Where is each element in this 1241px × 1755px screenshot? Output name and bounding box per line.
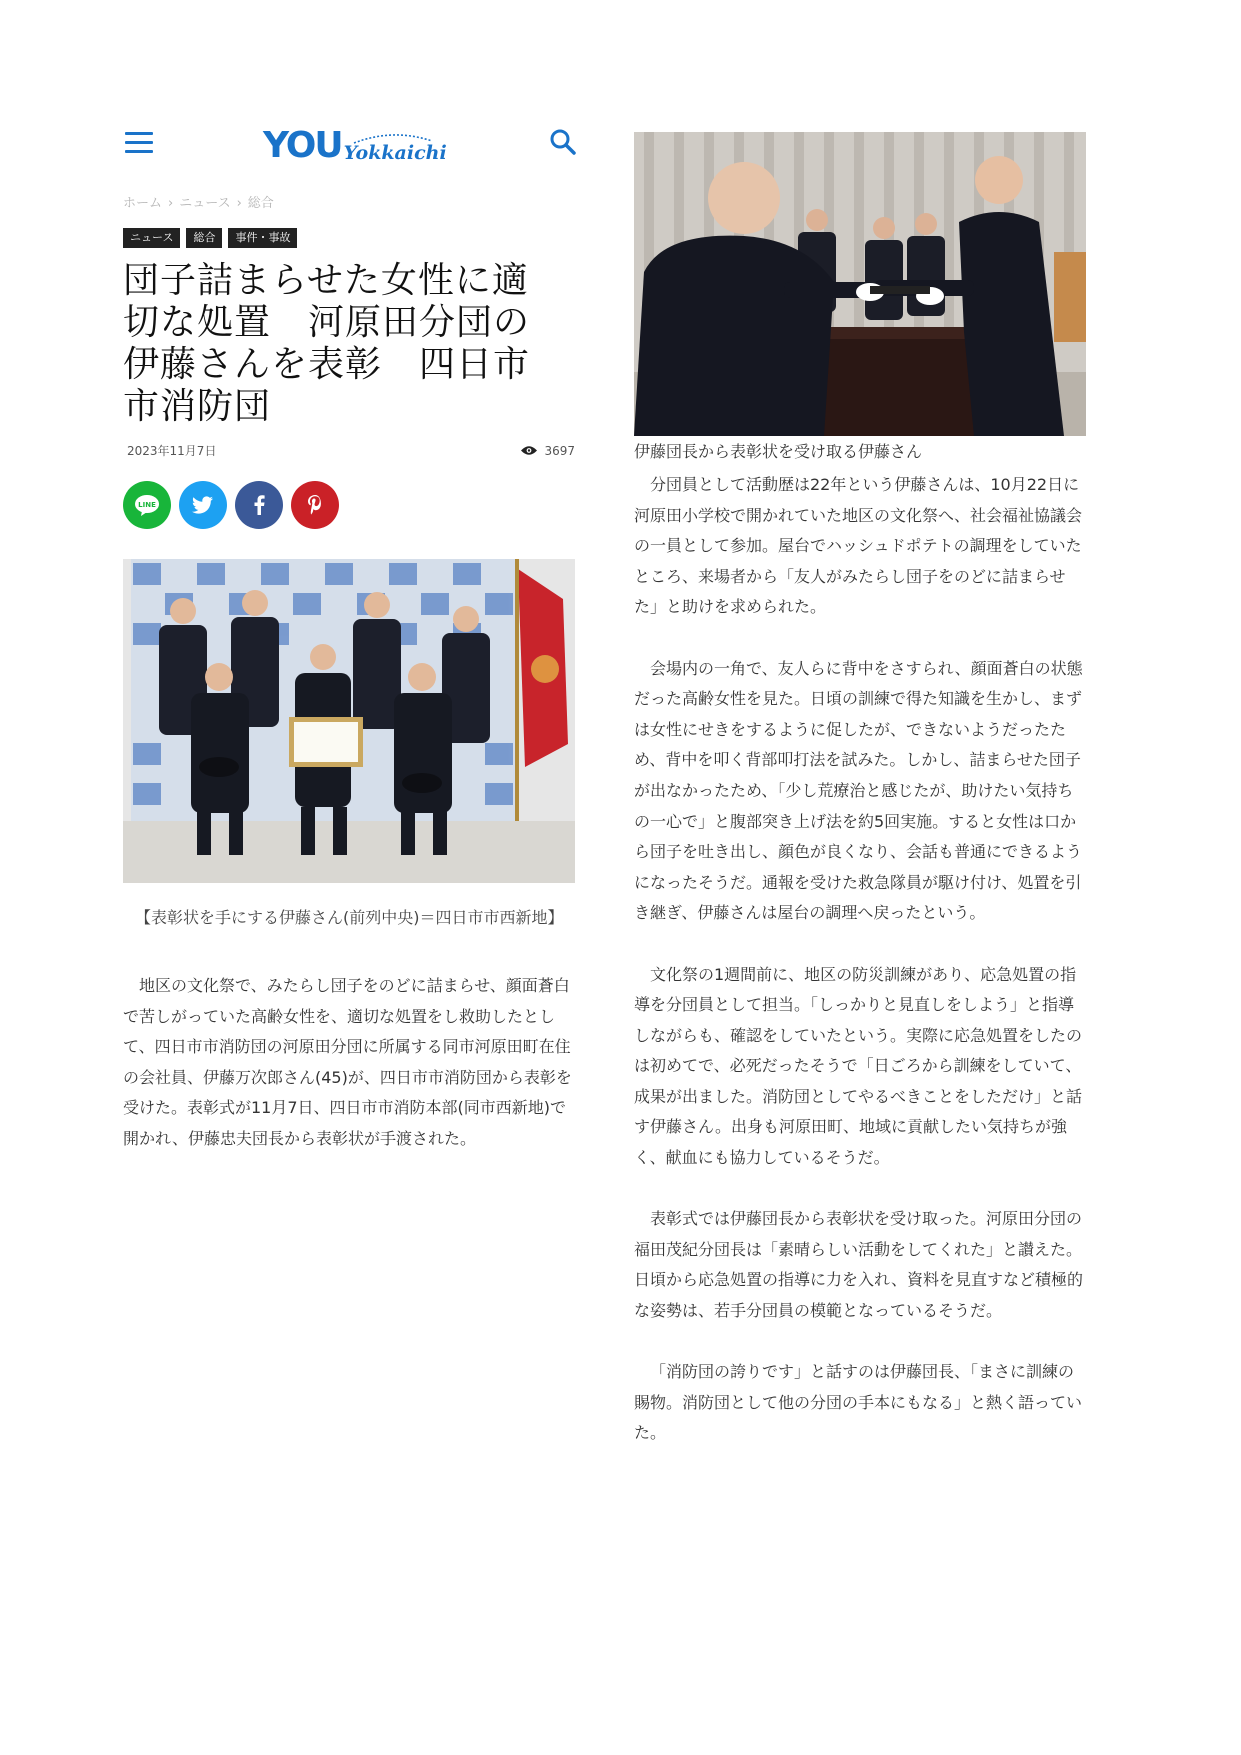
article-paragraph: 分団員として活動歴は22年という伊藤さんは、10月22日に河原田小学校で開かれていた地区の文化祭へ、社会福祉協議会の一員として参加。屋台でハッシュドポテトの調理をしていたところ、来場者から「友人がみたらし団子をのどに詰まらせた」と助けを求められた。: [634, 475, 1083, 617]
photo-caption: 伊藤団長から表彰状を受け取る伊藤さん: [634, 442, 923, 461]
article-body: [634, 470, 1086, 1449]
site-logo[interactable]: [263, 124, 447, 164]
title-line: 伊藤さんを表彰 四日市: [123, 344, 531, 385]
breadcrumb: [123, 192, 575, 210]
breadcrumb-general[interactable]: 総合: [247, 196, 274, 211]
photo-caption: 【表彰状を手にする伊藤さん(前列中央)＝四日市市西新地】: [135, 908, 564, 927]
article-paragraph: 「消防団の誇りです」と話すのは伊藤団長、「まさに訓練の賜物。消防団として他の分団の手本にもなる」と熱く語っていた。: [634, 1362, 1083, 1443]
title-line: 団子詰まらせた女性に適: [123, 260, 529, 301]
article-lead: 地区の文化祭で、みたらし団子をのどに詰まらせ、顔面蒼白で苦しがっていた高齢女性を、適切な処置をし救助したとして、四日市市消防団の河原田分団に所属する同市河原田町在住の会社員、伊藤万次郎さん(45)が、四日市市消防団から表彰を受けた。表彰式が11月7日、四日市市消防本部(同市西新地)で開かれ、伊藤忠夫団長から表彰状が手渡された。: [123, 976, 572, 1148]
line-icon: [134, 494, 160, 516]
menu-icon[interactable]: [125, 132, 153, 154]
pinterest-icon: [308, 495, 322, 515]
twitter-icon: [192, 496, 214, 514]
article-paragraph: 会場内の一角で、友人らに背中をさすられ、顔面蒼白の状態だった高齢女性を見た。日頃の訓練で得た知識を生かし、まずは女性にせきをするように促したが、できないようだったため、背中を叩く背部叩打法を試みた。しかし、詰まらせた団子が出なかったため、「少し荒療治と感じたが、助けたい気持ちの一心で」と腹部突き上げ法を約5回実施。すると女性は口から団子を吐き出し、顔色が良くなり、会話も普通にできるようになったそうだ。通報を受けた救急隊員が駆け付け、処置を引き継ぎ、伊藤さんは屋台の調理へ戻ったという。: [634, 658, 1083, 923]
logo-arc-decoration: [350, 132, 436, 144]
tag-incident[interactable]: 事件・事故: [228, 228, 297, 248]
article-paragraph: 表彰式では伊藤団長から表彰状を受け取った。河原田分団の福田茂紀分団長は「素晴らしい活動をしてくれた」と讃えた。日頃から応急処置の指導に力を入れ、資料を見直すなど積極的な姿勢は、若手分団員の模範となっているそうだ。: [634, 1209, 1083, 1321]
view-count-value: 3697: [544, 443, 575, 458]
breadcrumb-separator: ›: [236, 196, 242, 211]
left-column: [123, 118, 575, 1155]
article-title: [123, 260, 575, 428]
logo-city: [344, 142, 447, 164]
ceremony-photo: [634, 132, 1086, 436]
pinterest-share-button[interactable]: [291, 481, 339, 529]
breadcrumb-separator: ›: [168, 196, 174, 211]
facebook-share-button[interactable]: [235, 481, 283, 529]
logo-city-text: Yokkaichi: [343, 142, 447, 164]
twitter-share-button[interactable]: [179, 481, 227, 529]
search-icon[interactable]: [549, 128, 577, 156]
publish-date: 2023年11月7日: [127, 444, 217, 458]
breadcrumb-home[interactable]: ホーム: [123, 196, 163, 211]
right-column: [634, 132, 1086, 1480]
breadcrumb-news[interactable]: ニュース: [179, 196, 231, 211]
article-meta: [123, 442, 575, 459]
eye-icon: [520, 445, 538, 456]
category-tags: [123, 228, 575, 248]
line-share-button[interactable]: [123, 481, 171, 529]
view-count: [520, 442, 575, 459]
tag-general[interactable]: 総合: [186, 228, 222, 248]
svg-text:LINE: LINE: [138, 501, 156, 509]
group-photo: [123, 559, 575, 883]
share-buttons: [123, 481, 575, 529]
facebook-icon: [253, 495, 265, 515]
article-paragraph: 文化祭の1週間前に、地区の防災訓練があり、応急処置の指導を分団員として担当。「しっかりと見直しをしよう」と指導しながらも、確認をしていたという。実際に応急処置をしたのは初めてで、必死だったそうで「日ごろから訓練をしていて、成果が出ました。消防団としてやるべきことをしただけ」と話す伊藤さん。出身も河原田町、地域に貢献したい気持ちが強く、献血にも協力しているそうだ。: [634, 964, 1083, 1168]
site-header: [123, 118, 575, 164]
tag-news[interactable]: ニュース: [123, 228, 180, 248]
title-line: 切な処置 河原田分団の: [123, 302, 531, 343]
logo-you: YOU: [263, 125, 342, 166]
title-line: 市消防団: [123, 386, 272, 427]
